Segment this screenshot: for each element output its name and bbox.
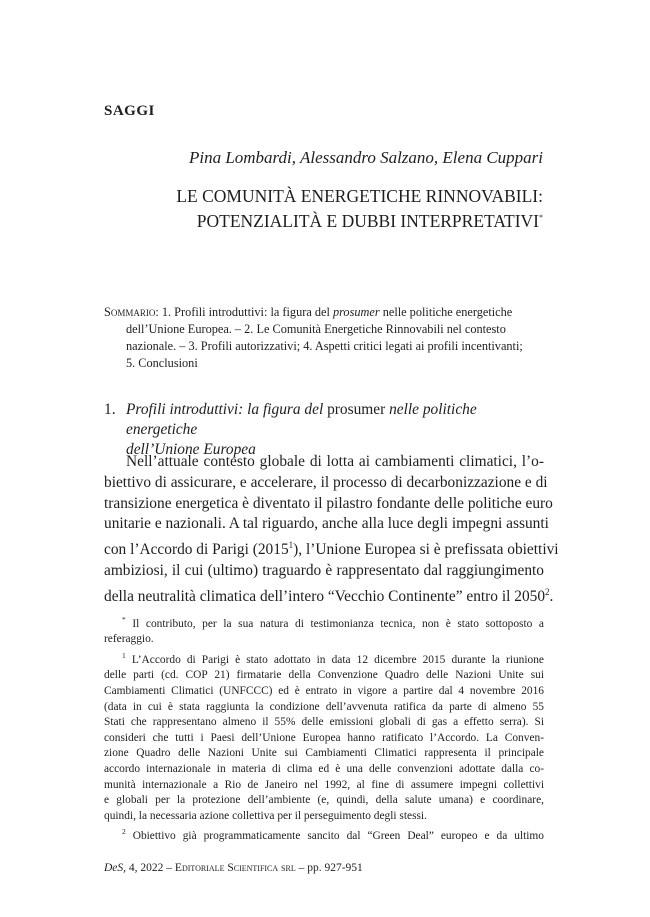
footnote-1-line-9: munità internazionale a Rio de Janeiro nel 1992, al fine di assumere impegni collettivi [104, 778, 544, 791]
article-title [176, 186, 543, 232]
body-line-4: unitarie e nazionali. A tal riguardo, anche alla luce degli impegni assunti [104, 515, 549, 533]
footnote-1-line-8: accordo internazionale in materia di clima ed è una delle convenzioni adottate dalla co- [104, 762, 544, 775]
section-number: 1. [104, 401, 116, 418]
summary-line-1 [104, 304, 544, 321]
heading-part-1: Profili introduttivi: la figura del [126, 401, 328, 418]
summary-text-1a: 1. Profili introduttivi: la figura del [158, 305, 333, 319]
body-line-5b: ), l’Unione Europea si è prefissata obiettivi [293, 541, 559, 559]
body-line-2: biettivo di assicurare, e accelerare, il processo di decarbonizzazione e di [104, 473, 548, 491]
heading-part-2: prosumer [327, 401, 386, 418]
footnote-star-line-1 [104, 612, 544, 632]
footnote-2-marker: 2 [122, 827, 126, 837]
footer-publisher: Editoriale Scientifica srl [174, 862, 296, 874]
body-line-7 [104, 582, 554, 608]
body-line-5a: con l’Accordo di Parigi (2015 [104, 541, 289, 559]
footnote-1-line-11: quindi, la necessaria azione collettiva per il perseguimento degli stessi. [104, 809, 427, 822]
section-label: SAGGI [104, 103, 155, 119]
footnote-1-line-6: consideri che tutti i Paesi dell’Unione Europea hanno ratificato l’Accordo. La Conven- [104, 731, 544, 744]
section-heading [104, 400, 544, 460]
footnote-2-line-1 [104, 824, 544, 844]
summary-line-4: 5. Conclusioni [126, 356, 198, 370]
summary-line-3: nazionale. – 3. Profili autorizzativi; 4. Aspetti critici legati ai profili incentivanti; [126, 339, 523, 353]
body-line-5 [104, 535, 559, 561]
page-footer [104, 862, 363, 874]
body-line-6: ambiziosi, il cui (ultimo) traguardo è rappresentato dal raggiungimento [104, 562, 544, 580]
summary-text-1c: nelle politiche energetiche [379, 305, 513, 319]
footnote-1-text-1: L’Accordo di Parigi è stato adottato in data 12 dicembre 2015 durante la riunione [125, 653, 544, 666]
title-line-1: LE COMUNITÀ ENERGETICHE RINNOVABILI: [176, 186, 543, 206]
footnote-1-marker: 1 [122, 650, 126, 660]
footnote-1-line-10: e globali per la protezione dell’ambiente (e, quindi, della salute umana) e coordinare, [104, 794, 544, 807]
body-paragraph [104, 452, 559, 608]
footnote-ref-2: 2 [545, 586, 550, 597]
title-footnote-marker: * [539, 213, 543, 222]
article-authors: Pina Lombardi, Alessandro Salzano, Elena Cuppari [188, 148, 543, 167]
footnote-1-line-4: (data in cui è stata raggiunta la condizione dell’avvenuta ratifica da parte di almeno 55 [104, 700, 544, 713]
title-line-2 [176, 207, 543, 232]
footnote-1-line-1 [104, 648, 544, 668]
footer-journal: DeS [104, 862, 124, 874]
footnote-1-line-3: Cambiamenti Climatici (UNFCCC) ed è entrato in vigore a partire dal 4 novembre 2016 [104, 684, 544, 697]
summary-label: Sommario: [104, 305, 159, 319]
footnotes [104, 612, 544, 845]
body-line-3: transizione energetica è diventato il pilastro fondante delle politiche euro [104, 494, 553, 512]
footnote-star-marker: * [122, 615, 126, 624]
body-line-1: Nell’attuale contesto globale di lotta ai cambiamenti climatici, l’o- [126, 453, 544, 470]
footnote-star-text-1: Il contributo, per la sua natura di testimonianza tecnica, non è stato sottoposto a [125, 617, 544, 630]
footnote-star-line-2: referaggio. [104, 633, 154, 646]
footnote-2-text-1: Obiettivo già programmaticamente sancito dal “Green Deal” europeo e da ultimo [125, 830, 544, 843]
title-line-2-text: POTENZIALITÀ E DUBBI INTERPRETATIVI [196, 210, 539, 231]
footnote-1-line-5: Stati che rappresentano almeno il 55% delle emissioni globali di gas a effetto serra). Si [104, 716, 544, 729]
section-heading-line-1 [126, 400, 544, 440]
article-summary [104, 304, 544, 372]
section-heading-line-2: dell’Unione Europea [126, 441, 256, 458]
heading-part-3: nelle politiche energetiche [126, 401, 477, 438]
footer-pages: – pp. 927-951 [295, 862, 363, 874]
summary-text-1b: prosumer [332, 305, 380, 319]
footnote-1-line-2: delle parti (cd. COP 21) firmatarie della Convenzione Quadro delle Nazioni Unite sui [104, 669, 544, 682]
body-line-7a: della neutralità climatica dell’intero “Vecchio Continente” entro il 2050 [104, 588, 546, 606]
footnote-1-line-7: zione Quadro delle Nazioni Unite sui Cambiamenti Climatici rappresenta il principale [104, 747, 544, 760]
summary-line-2: dell’Unione Europea. – 2. Le Comunità Energetiche Rinnovabili nel contesto [126, 322, 506, 336]
footer-issue: , 4, 2022 – [123, 862, 175, 874]
footnote-ref-1: 1 [288, 540, 294, 551]
body-line-7b: . [549, 588, 554, 606]
